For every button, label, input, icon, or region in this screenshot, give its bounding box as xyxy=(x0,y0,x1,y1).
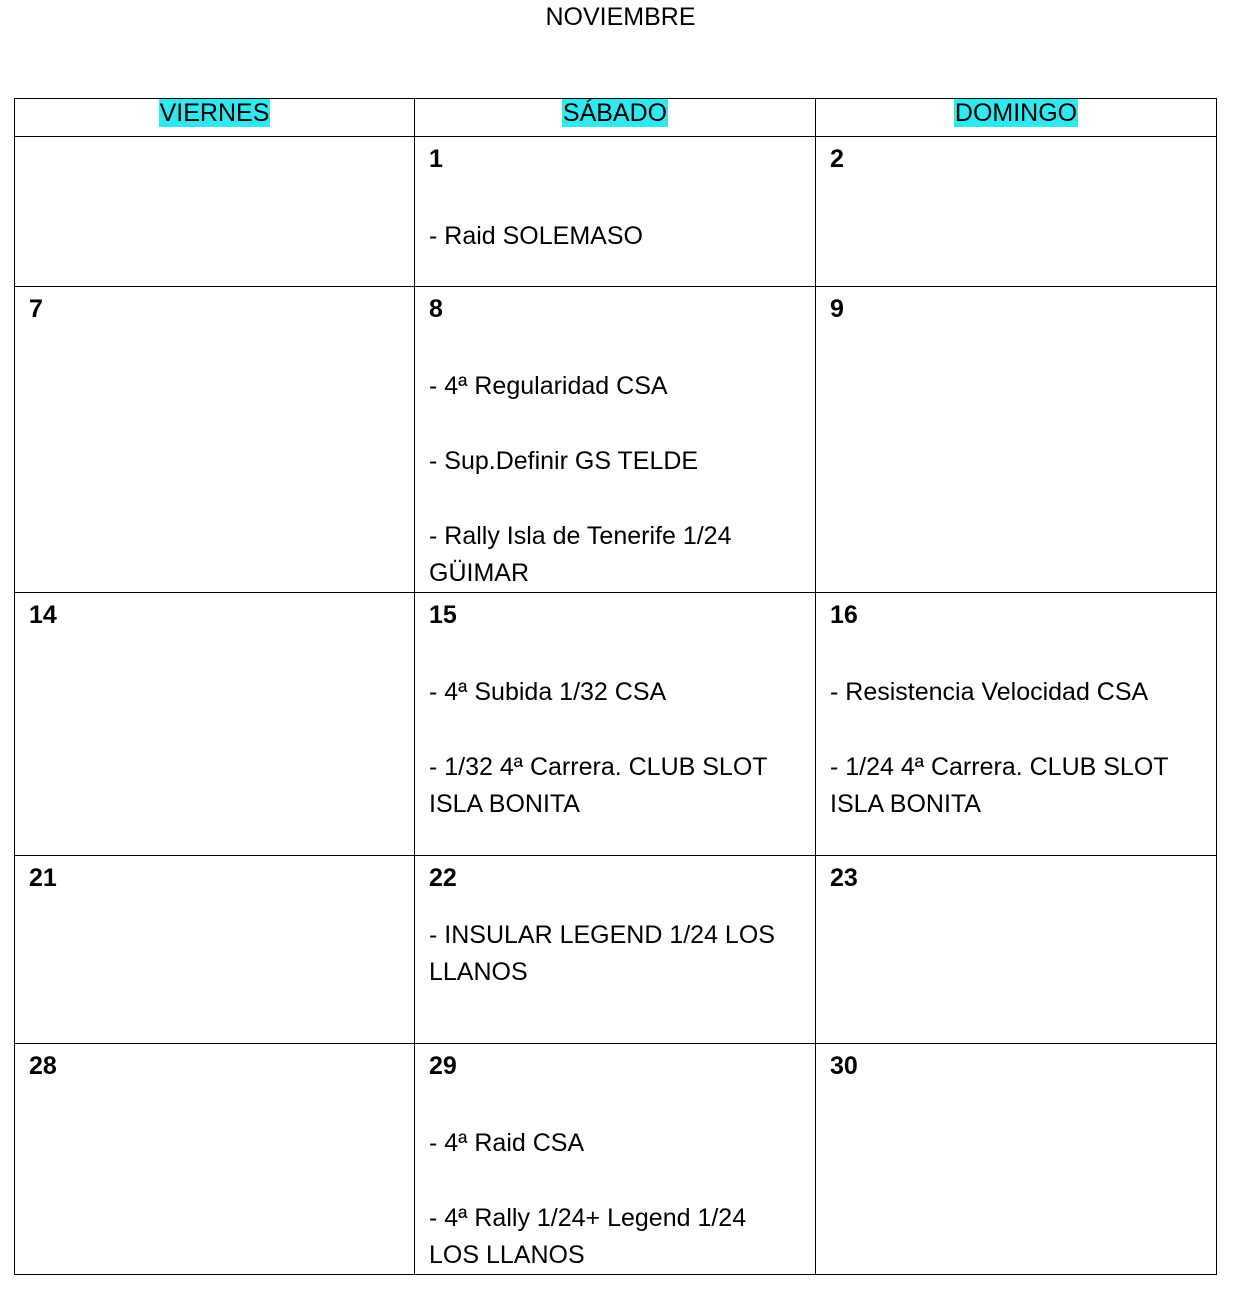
header-label: DOMINGO xyxy=(954,99,1078,127)
header-sabado xyxy=(415,99,816,137)
event-item: - 4ª Subida 1/32 CSA xyxy=(429,678,667,706)
header-label: SÁBADO xyxy=(562,99,668,127)
calendar-table xyxy=(14,98,1217,1275)
event-item: - 1/32 4ª Carrera. CLUB SLOT ISLA BONITA xyxy=(429,753,768,818)
cell-domingo xyxy=(816,593,1217,856)
cell-domingo xyxy=(816,137,1217,287)
cell-viernes xyxy=(15,593,415,856)
day-number: 21 xyxy=(29,864,57,892)
day-number: 30 xyxy=(830,1052,858,1080)
day-number: 7 xyxy=(29,295,43,323)
header-domingo xyxy=(816,99,1217,137)
day-number: 29 xyxy=(429,1052,457,1080)
table-row xyxy=(15,593,1217,856)
event-item: - INSULAR LEGEND 1/24 LOS LLANOS xyxy=(429,921,775,986)
event-item: - Sup.Definir GS TELDE xyxy=(429,447,699,475)
header-row xyxy=(15,99,1217,137)
day-number: 9 xyxy=(830,295,844,323)
day-number: 28 xyxy=(29,1052,57,1080)
event-item: - 4ª Raid CSA xyxy=(429,1129,585,1157)
day-number: 8 xyxy=(429,295,443,323)
table-row xyxy=(15,856,1217,1044)
cell-viernes xyxy=(15,856,415,1044)
header-viernes xyxy=(15,99,415,137)
event-item: - Raid SOLEMASO xyxy=(429,222,643,250)
cell-viernes xyxy=(15,1044,415,1275)
cell-domingo xyxy=(816,856,1217,1044)
table-row xyxy=(15,287,1217,593)
day-number: 2 xyxy=(830,145,844,173)
event-item: - 4ª Regularidad CSA xyxy=(429,372,668,400)
cell-viernes xyxy=(15,137,415,287)
event-item: - Resistencia Velocidad CSA xyxy=(830,678,1149,706)
day-number: 16 xyxy=(830,601,858,629)
day-number: 1 xyxy=(429,145,443,173)
cell-domingo xyxy=(816,287,1217,593)
cell-sabado xyxy=(415,593,816,856)
page-title: NOVIEMBRE xyxy=(545,3,696,31)
day-number: 22 xyxy=(429,864,457,892)
event-item: - 1/24 4ª Carrera. CLUB SLOT ISLA BONITA xyxy=(830,753,1169,818)
table-row xyxy=(15,137,1217,287)
day-number: 15 xyxy=(429,601,457,629)
cell-sabado xyxy=(415,856,816,1044)
day-number: 23 xyxy=(830,864,858,892)
header-label: VIERNES xyxy=(159,99,270,127)
day-number: 14 xyxy=(29,601,57,629)
cell-sabado xyxy=(415,287,816,593)
cell-sabado xyxy=(415,137,816,287)
table-row xyxy=(15,1044,1217,1275)
cell-sabado xyxy=(415,1044,816,1275)
event-item: - 4ª Rally 1/24+ Legend 1/24 LOS LLANOS xyxy=(429,1204,747,1269)
event-item: - Rally Isla de Tenerife 1/24 GÜIMAR xyxy=(429,522,732,587)
cell-domingo xyxy=(816,1044,1217,1275)
cell-viernes xyxy=(15,287,415,593)
day-number xyxy=(29,144,400,174)
